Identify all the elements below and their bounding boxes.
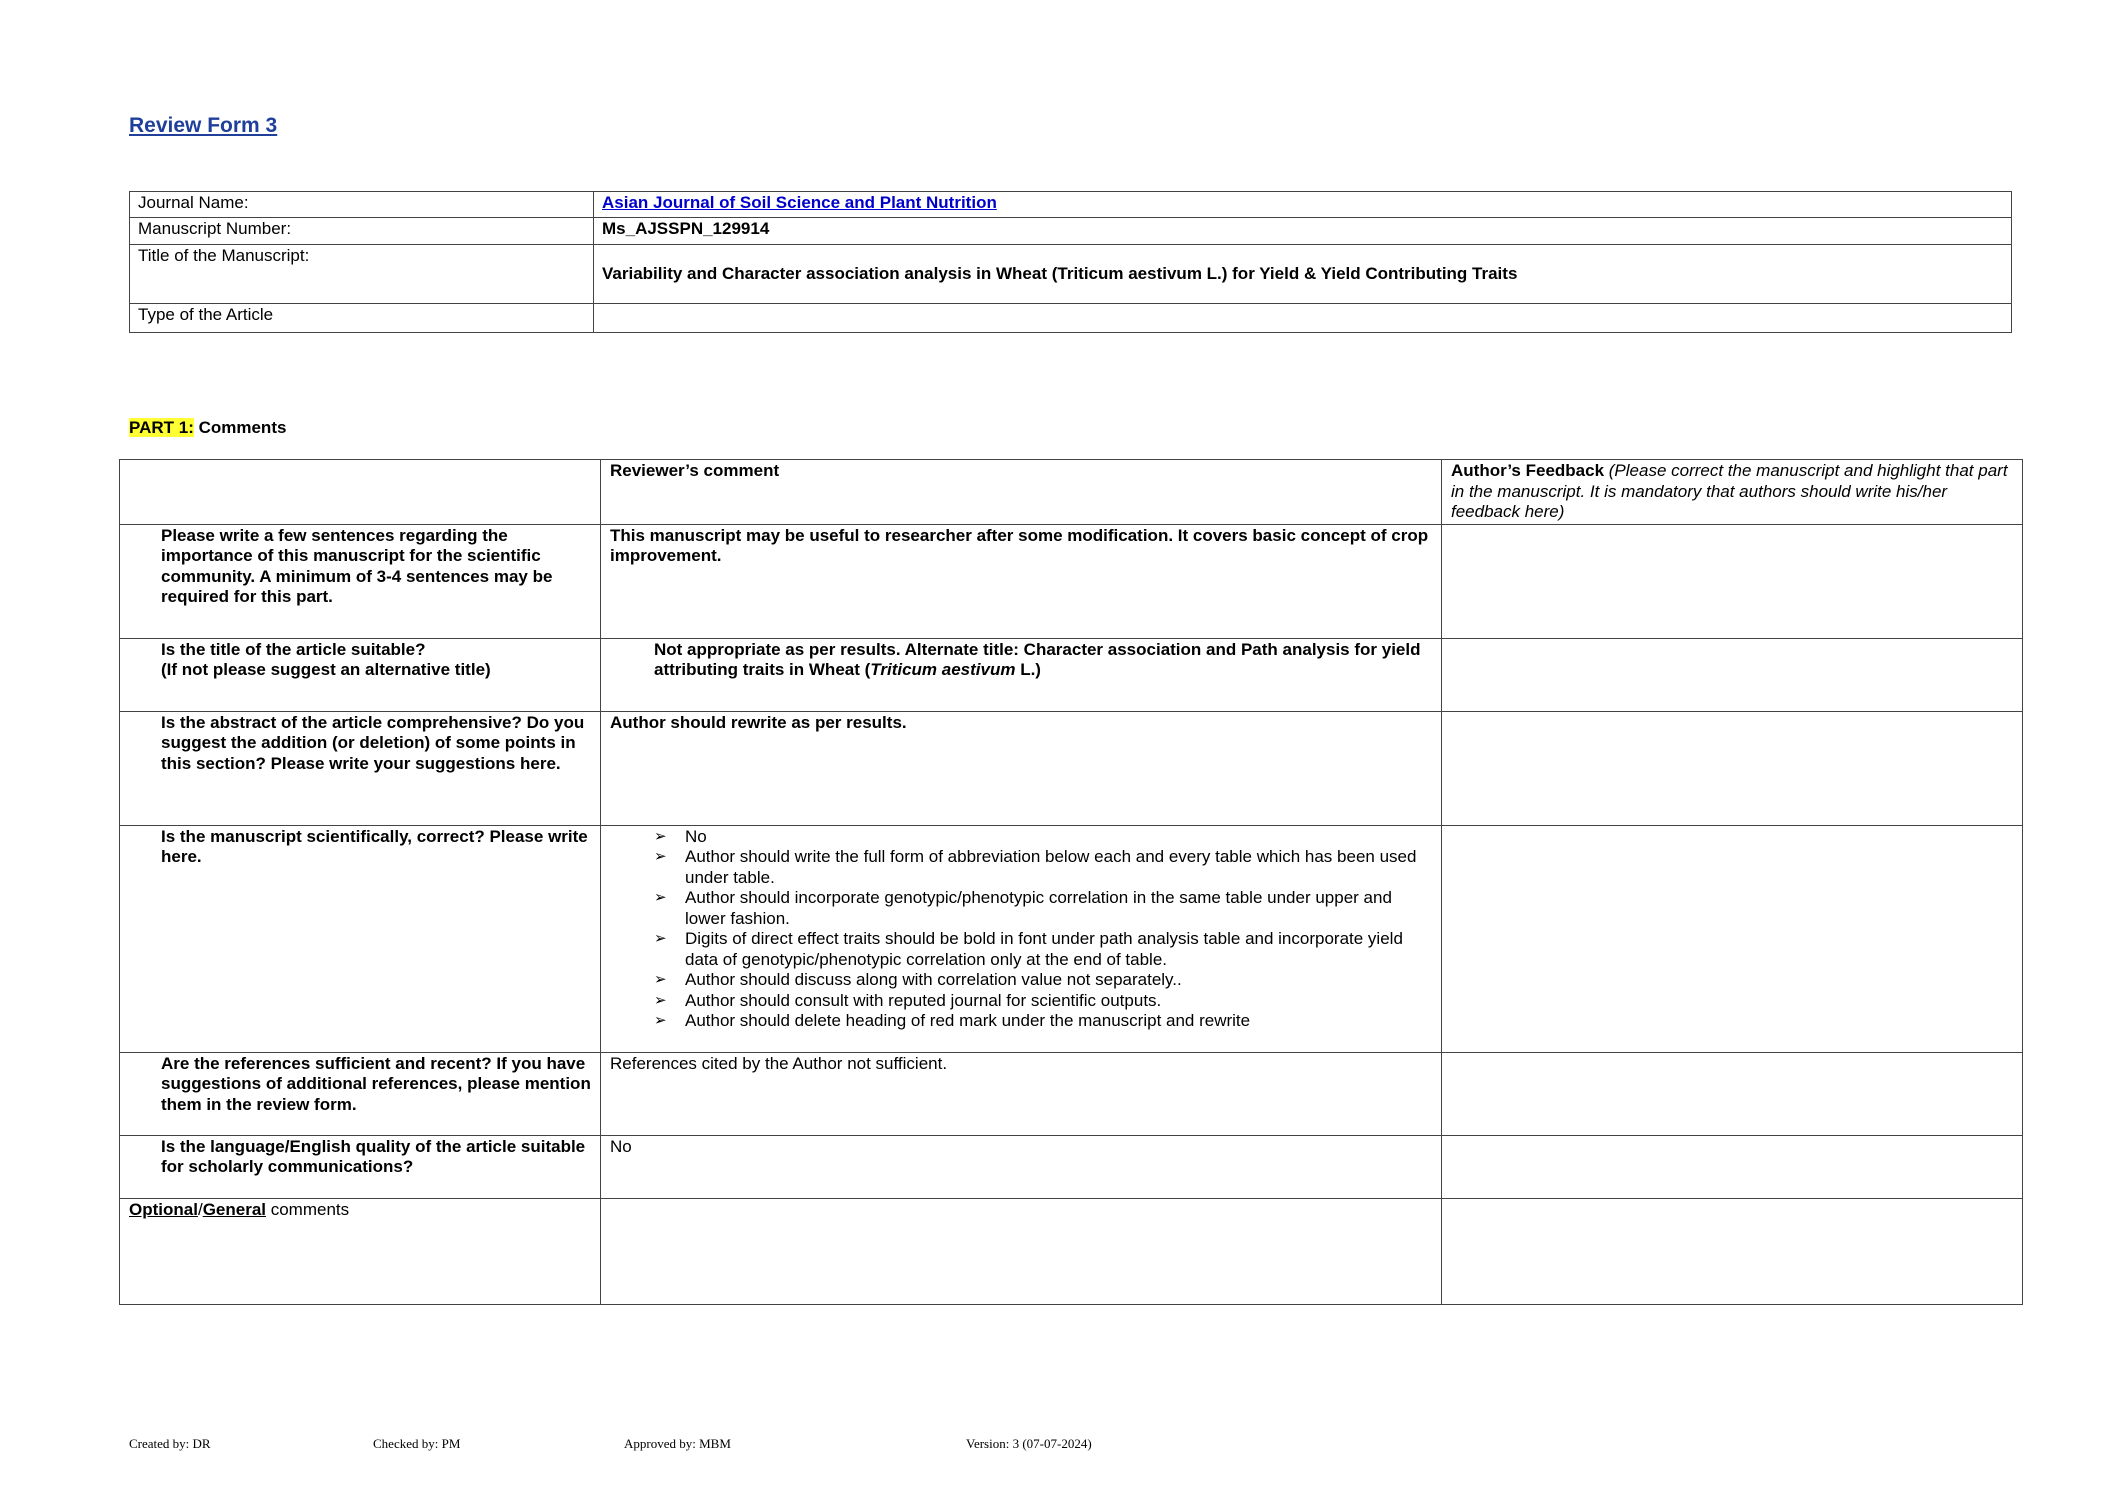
reviewer-comment-abstract: Author should rewrite as per results. [601,711,1442,825]
question-scientific: Is the manuscript scientifically, correct? Please write here. [161,826,588,866]
arrow-bullet-icon: ➢ [654,971,667,988]
general-label: General [202,1199,266,1219]
arrow-bullet-icon: ➢ [654,827,667,845]
list-item [654,929,1432,970]
footer-checked-by: Checked by: PM [373,1436,461,1451]
table-row [130,192,2012,218]
table-row [120,1052,2023,1135]
footer-approved-by: Approved by: MBM [624,1436,731,1451]
table-header-row [120,460,2023,525]
part-heading [129,418,286,438]
form-title: Review Form 3 [129,114,278,137]
title-answer-part-a: Not appropriate as per results. Alternate title: Character association and Path analysis for yield attributing traits in Wheat ( [654,639,1421,679]
manuscript-info-table [129,191,2012,333]
reviewer-comment-importance: This manuscript may be useful to researcher after some modification. It covers basic concept of crop improvement. [601,524,1442,638]
bullet-text: Author should discuss along with correlation value not separately.. [685,970,1182,989]
question-language: Is the language/English quality of the article suitable for scholarly communications? [161,1136,586,1176]
reviewer-comment-scientific [601,825,1442,1052]
question-cell [120,825,601,1052]
table-row [120,1135,2023,1198]
comments-label: comments [266,1199,350,1219]
footer-version: Version: 3 (07-07-2024) [966,1436,1092,1451]
question-cell [120,1052,601,1135]
bullet-text: Author should write the full form of abbreviation below each and every table which has been used under table. [685,847,1417,887]
article-type-label: Type of the Article [130,304,594,333]
arrow-bullet-icon: ➢ [654,930,667,947]
question-cell [120,638,601,711]
bullet-text: Author should incorporate genotypic/phenotypic correlation in the same table under upper and lower fashion. [685,888,1392,928]
question-cell [120,1135,601,1198]
question-importance: Please write a few sentences regarding the importance of this manuscript for the scientific community. A minimum of 3-4 sentences may be required for this part. [161,525,553,606]
arrow-bullet-icon: ➢ [654,991,667,1009]
article-type-value [594,304,2012,333]
arrow-bullet-icon: ➢ [654,1012,667,1029]
table-row [120,638,2023,711]
journal-name-link[interactable]: Asian Journal of Soil Science and Plant Nutrition [602,193,997,212]
title-answer-part-b: L.) [1015,660,1041,679]
optional-comments-label [120,1198,601,1304]
author-feedback-cell[interactable] [1442,1052,2023,1135]
author-feedback-cell[interactable] [1442,711,2023,825]
manuscript-title-label: Title of the Manuscript: [130,245,594,304]
bullet-text: Author should delete heading of red mark under the manuscript and rewrite [685,1011,1251,1030]
bullet-text: Digits of direct effect traits should be bold in font under path analysis table and incorporate yield data of genotypic/phenotypic correlation only at the end of table. [685,929,1403,969]
author-feedback-cell[interactable] [1442,1135,2023,1198]
part-title: Comments [193,418,287,437]
question-cell [120,711,601,825]
reviewer-comment-optional[interactable] [601,1198,1442,1304]
journal-name-value [594,192,2012,218]
arrow-bullet-icon: ➢ [654,848,667,865]
part-label: PART 1: [129,418,194,437]
manuscript-number-label: Manuscript Number: [130,218,594,245]
table-row [130,245,2012,304]
list-item [654,847,1432,888]
title-answer-species: Triticum aestivum [870,660,1016,679]
footer-created-by: Created by: DR [129,1436,211,1451]
list-item [654,991,1432,1012]
table-row [130,218,2012,245]
table-row [120,524,2023,638]
table-row [120,1198,2023,1304]
author-feedback-title: Author’s Feedback [1451,461,1605,480]
reviewer-comment-title [601,638,1442,711]
reviewer-comment-language: No [601,1135,1442,1198]
manuscript-number-value: Ms_AJSSPN_129914 [594,218,2012,245]
optional-separator: / [197,1199,203,1219]
arrow-bullet-icon: ➢ [654,889,667,906]
list-item [654,888,1432,929]
table-row [130,304,2012,333]
list-item [654,1011,1432,1032]
author-feedback-instructions: (Please correct the manuscript and highlight that part in the manuscript. It is mandatory that authors should write his/her feedback here) [1451,461,2008,521]
bullet-text: No [685,826,707,846]
list-item [654,827,1432,848]
table-row [120,711,2023,825]
table-row [120,825,2023,1052]
bullet-text: Author should consult with reputed journal for scientific outputs. [685,990,1162,1010]
question-title-suitable: Is the title of the article suitable? [161,639,426,659]
manuscript-title-value: Variability and Character association analysis in Wheat (Triticum aestivum L.) for Yield & Yield Contributing Traits [594,245,2012,304]
journal-name-label: Journal Name: [130,192,594,218]
author-feedback-cell[interactable] [1442,524,2023,638]
author-feedback-cell[interactable] [1442,825,2023,1052]
author-feedback-header [1442,460,2023,525]
scientific-bullet-list [610,827,1432,1032]
author-feedback-cell[interactable] [1442,638,2023,711]
title-answer-text [610,640,1432,681]
comments-table [119,459,2023,1305]
list-item [654,970,1432,991]
question-cell [120,524,601,638]
reviewer-comment-references: References cited by the Author not sufficient. [601,1052,1442,1135]
question-abstract: Is the abstract of the article comprehensive? Do you suggest the addition (or deletion) of some points in this section? Please write your suggestions here. [161,712,585,773]
question-references: Are the references sufficient and recent? If you have suggestions of additional references, please mention them in the review form. [161,1053,591,1114]
reviewer-comment-header: Reviewer’s comment [601,460,1442,525]
author-feedback-cell[interactable] [1442,1198,2023,1304]
optional-label: Optional [129,1199,198,1219]
header-empty-cell [120,460,601,525]
question-title-alternative: (If not please suggest an alternative title) [161,660,491,679]
